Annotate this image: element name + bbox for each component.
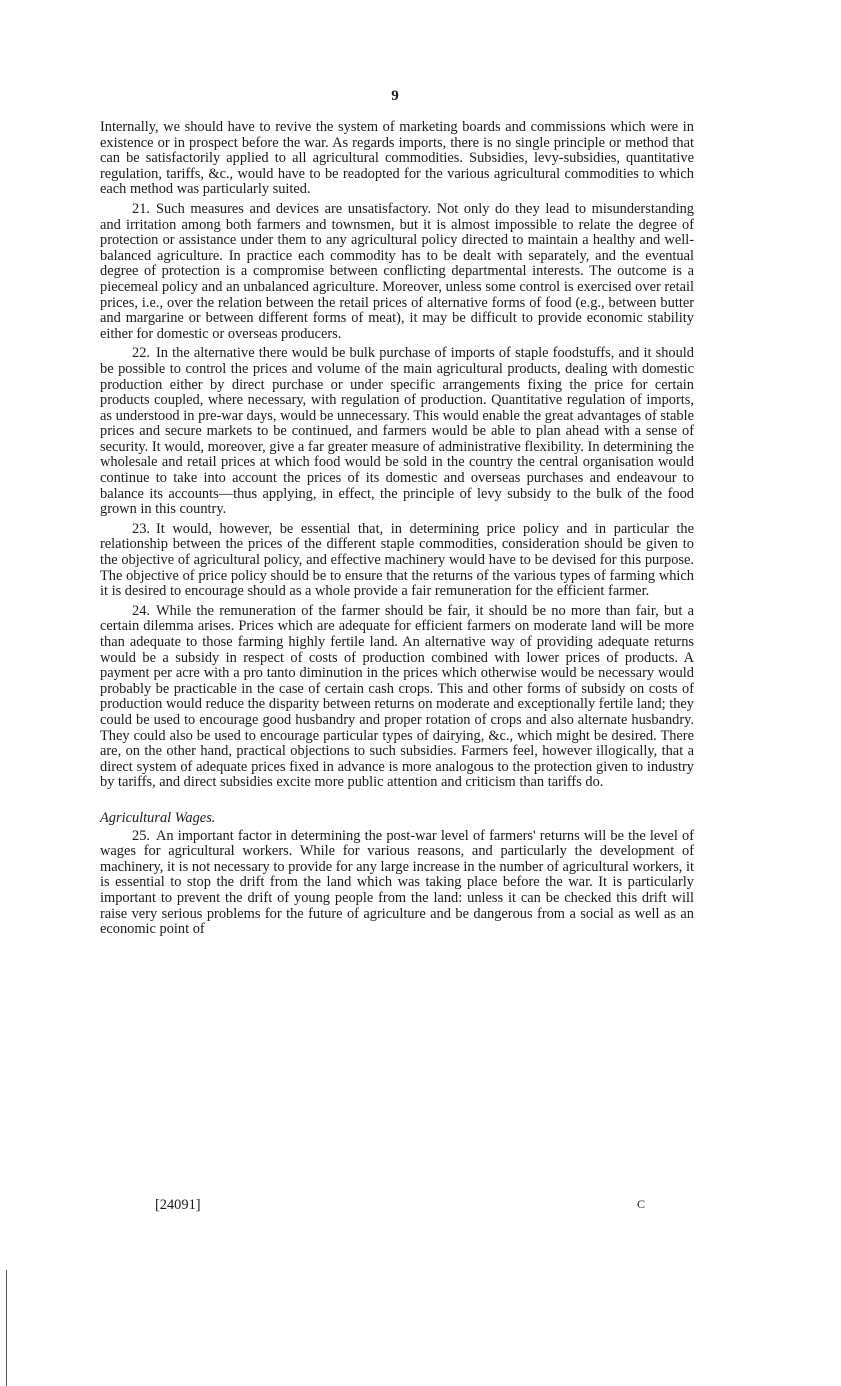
paragraph-number: 25.	[132, 827, 150, 844]
body-text	[100, 120, 694, 942]
paragraph-text: While the remuneration of the farmer should be fair, it should be no more than fair, but a certain dilemma arises. Prices which are adequate for efficient farmers on moderate land will be more than adequate to those farming highly fertile land. An alternative way of providing adequate returns would be a subsidy in respect of costs of production combined with lower prices of products. A payment per acre with a pro tanto diminution in the prices which otherwise would be necessary would probably be practicable in the case of certain cash crops. This and other forms of subsidy on costs of production would reduce the disparity between returns on moderate and exceptionally fertile land; they could be used to encourage good husbandry and proper rotation of crops and also alternate husbandry. They could also be used to encourage particular types of dairying, &c., which might be desired. There are, on the other hand, practical objections to such subsidies. Farmers feel, however illogically, that a direct system of adequate prices fixed in advance is more analogous to the protection given to industry by tariffs, and direct subsidies excite more public attention and criticism than tariffs do.	[100, 602, 694, 791]
paragraph-22	[100, 346, 694, 518]
paragraph-24	[100, 604, 694, 791]
paragraph-25	[100, 829, 694, 938]
document-reference: [24091]	[155, 1197, 201, 1213]
paragraph-21	[100, 202, 694, 342]
page-number: 9	[391, 88, 399, 104]
paragraph-number: 23.	[132, 520, 150, 537]
paragraph-number: 24.	[132, 602, 150, 619]
paragraph-23	[100, 522, 694, 600]
paragraph-text: In the alternative there would be bulk purchase of imports of staple foodstuffs, and it should be possible to control the prices and volume of the main agricultural products, dealing with domestic production either by direct purchase or under specific arrangements fixing the price for certain products coupled, where necessary, with regulation of production. Quantitative regulation of imports, as understood in pre-war days, would be unnecessary. This would enable the great advantages of stable prices and secure markets to be continued, and farmers would be able to plan ahead with a sense of security. It would, moreover, give a far greater measure of administrative flexibility. In determining the wholesale and retail prices at which food would be sold in the country the central organisation would continue to take into account the prices of its domestic and overseas purchases and endeavour to balance its accounts—thus applying, in effect, the principle of levy subsidy to the bulk of the food grown in this country.	[100, 345, 694, 518]
signature-mark: C	[637, 1197, 646, 1211]
margin-rule	[6, 1270, 7, 1386]
paragraph-text: An important factor in determining the post-war level of farmers' returns will be the level of wages for agricultural workers. While for various reasons, and particularly the development of machinery, it is not necessary to provide for any large increase in the number of agricultural workers, it is essential to stop the drift from the land which was taking place before the war. It is particularly important to prevent the drift of young people from the land: unless it can be checked this drift will raise very serious problems for the future of agriculture and be dangerous from a social as well as an economic point of	[100, 827, 694, 938]
section-heading: Agricultural Wages.	[100, 809, 216, 826]
paragraph-text: Such measures and devices are unsatisfactory. Not only do they lead to misunderstanding and irritation among both farmers and townsmen, but it is almost impossible to relate the degree of protection or assistance under them to any agricultural policy directed to maintain a healthy and well-balanced agriculture. In practice each commodity has to be dealt with separately, and the eventual degree of protection is a compromise between conflicting departmental interests. The outcome is a piecemeal policy and an unbalanced agriculture. Moreover, unless some control is exercised over retail prices, i.e., over the relation between the retail prices of alternative forms of food (e.g., between butter and margarine or between different forms of meat), it may be difficult to provide economic stability either for domestic or overseas producers.	[100, 200, 694, 342]
paragraph-number: 21.	[132, 200, 150, 217]
paragraph-text: It would, however, be essential that, in determining price policy and in particular the relationship between the prices of the different staple commodities, consideration should be given to the objective of agricultural policy, and effective machinery would have to be devised for this purpose. The objective of price policy should be to ensure that the returns of the various types of farming which it is desired to encourage should as a whole provide a fair remuneration for the efficient farmer.	[100, 520, 694, 600]
paragraph-number: 22.	[132, 345, 150, 362]
opening-paragraph: Internally, we should have to revive the system of marketing boards and commissions which were in existence or in prospect before the war. As regards imports, there is no single principle or method that can be satisfactorily applied to all agricultural commodities. Subsidies, levy-subsidies, quantitative regulation, tariffs, &c., would have to be readopted for the various agricultural commodities to which each method was particularly suited.	[100, 119, 694, 198]
